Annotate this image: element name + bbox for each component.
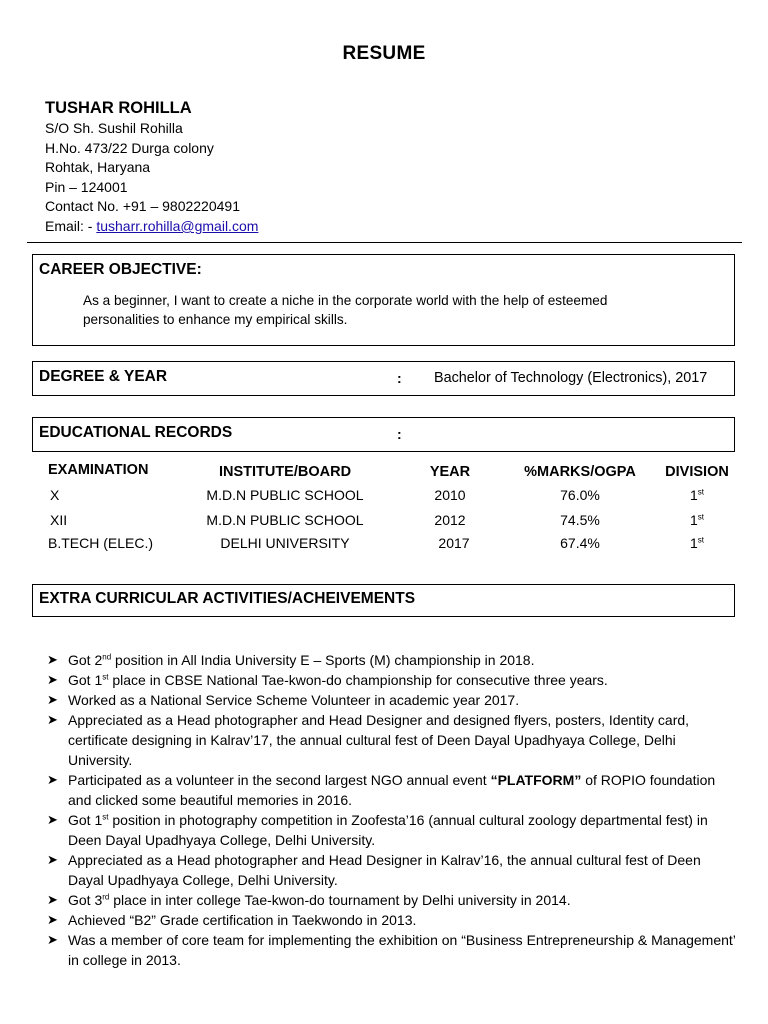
candidate-name: TUSHAR ROHILLA — [45, 99, 192, 117]
career-objective-text: As a beginner, I want to create a niche in the corporate world with the help of esteemed personalities to enhance my empirical skills. — [83, 293, 608, 327]
address-line-city: Rohtak, Haryana — [45, 159, 151, 176]
column-header-examination: EXAMINATION — [48, 462, 149, 478]
education-colon: : — [397, 426, 402, 442]
arrowhead-bullet-icon: ➤ — [47, 652, 58, 667]
arrowhead-bullet-icon: ➤ — [47, 892, 58, 907]
column-header-year: YEAR — [429, 464, 471, 480]
arrowhead-bullet-icon: ➤ — [47, 712, 58, 727]
email-line — [45, 217, 258, 237]
document-title: RESUME — [342, 43, 426, 64]
address-line-pin: Pin – 124001 — [45, 178, 128, 195]
table-cell-institute: M.D.N PUBLIC SCHOOL — [206, 512, 364, 528]
header-divider — [27, 242, 742, 243]
list-item: ➤ Appreciated as a Head photographer and Head Designer in Kalrav’16, the annual cultural fest of Deen Dayal Upadhyaya College, Delhi University. — [47, 852, 701, 888]
list-item: ➤ Got 2nd position in All India University E – Sports (M) championship in 2018. — [47, 652, 535, 668]
education-table — [0, 462, 768, 557]
list-item: ➤ Got 1st place in CBSE National Tae-kwon-do championship for consecutive three years. — [47, 672, 608, 688]
arrowhead-bullet-icon: ➤ — [47, 912, 58, 927]
arrowhead-bullet-icon: ➤ — [47, 852, 58, 867]
email-label: Email: - — [45, 217, 97, 234]
education-section — [32, 417, 735, 452]
list-item: ➤ Got 3rd place in inter college Tae-kwon-do tournament by Delhi university in 2014. — [47, 892, 571, 908]
education-heading: EDUCATIONAL RECORDS — [39, 424, 233, 441]
contact-number: Contact No. +91 – 9802220491 — [45, 198, 240, 215]
table-cell-institute: DELHI UNIVERSITY — [220, 535, 350, 551]
arrowhead-bullet-icon: ➤ — [47, 812, 58, 827]
extra-curricular-heading: EXTRA CURRICULAR ACTIVITIES/ACHEIVEMENTS — [39, 590, 416, 607]
list-item: ➤ Participated as a volunteer in the second largest NGO annual event “PLATFORM” of ROPIO foundation and clicked some beautiful memories in 2016. — [47, 772, 716, 808]
table-cell-division: 1st — [689, 487, 705, 503]
table-cell-year: 2017 — [438, 535, 470, 551]
degree-colon: : — [397, 370, 402, 386]
table-cell-marks: 67.4% — [560, 535, 600, 551]
career-objective-heading: CAREER OBJECTIVE: — [39, 261, 202, 278]
degree-heading: DEGREE & YEAR — [39, 368, 168, 385]
address-line-father: S/O Sh. Sushil Rohilla — [45, 120, 183, 136]
extra-curricular-section — [32, 584, 735, 617]
email-link[interactable]: tusharr.rohilla@gmail.com — [96, 217, 259, 234]
list-item: ➤ Appreciated as a Head photographer and Head Designer and designed flyers, posters, Identity card, certificate designing in Kalrav’17, the annual cultural fest of Deen Dayal Upadhyaya College, Delhi University. — [47, 712, 690, 768]
table-cell-exam: XII — [50, 512, 68, 528]
table-cell-year: 2012 — [434, 512, 466, 528]
list-item: ➤ Worked as a National Service Scheme Volunteer in academic year 2017. — [47, 692, 520, 708]
arrowhead-bullet-icon: ➤ — [47, 692, 58, 707]
list-item: ➤ Got 1st position in photography competition in Zoofesta’16 (annual cultural zoology departmental fest) in Deen Dayal Upadhyaya College, Delhi University. — [47, 812, 708, 848]
arrowhead-bullet-icon: ➤ — [47, 772, 58, 787]
column-header-marks: %MARKS/OGPA — [524, 464, 636, 480]
table-cell-exam: X — [50, 487, 60, 503]
list-item: ➤ Was a member of core team for implementing the exhibition on “Business Entrepreneurship & Management’ in college in 2013. — [47, 932, 736, 968]
table-cell-division: 1st — [689, 512, 705, 528]
degree-value: Bachelor of Technology (Electronics), 2017 — [434, 370, 708, 386]
achievements-list — [47, 650, 737, 970]
table-cell-exam: B.TECH (ELEC.) — [48, 535, 154, 551]
column-header-institute: INSTITUTE/BOARD — [218, 464, 352, 480]
arrowhead-bullet-icon: ➤ — [47, 672, 58, 687]
list-item: ➤ Achieved “B2” Grade certification in Taekwondo in 2013. — [47, 912, 417, 928]
arrowhead-bullet-icon: ➤ — [47, 932, 58, 947]
table-cell-year: 2010 — [434, 487, 466, 503]
table-cell-marks: 76.0% — [560, 487, 600, 503]
address-line-house: H.No. 473/22 Durga colony — [45, 139, 214, 156]
career-objective-section — [32, 254, 735, 346]
contact-header — [45, 98, 258, 237]
table-cell-division: 1st — [689, 535, 705, 551]
degree-section — [32, 361, 735, 396]
table-cell-marks: 74.5% — [560, 512, 600, 528]
column-header-division: DIVISION — [665, 464, 729, 480]
table-cell-institute: M.D.N PUBLIC SCHOOL — [206, 487, 364, 503]
